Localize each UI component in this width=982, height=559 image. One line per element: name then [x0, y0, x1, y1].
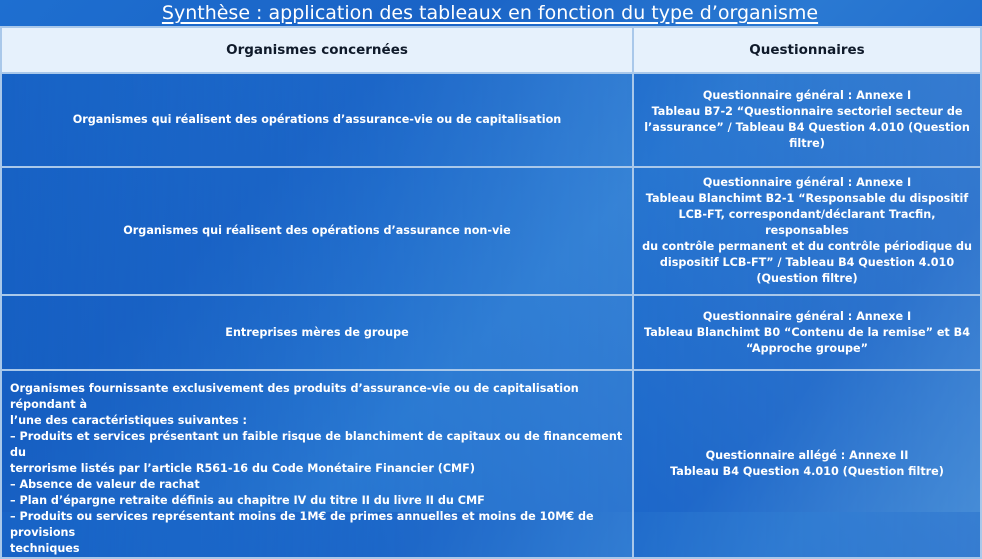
questionnaire-line: Tableau Blanchimt B2-1 “Responsable du dispositif — [645, 192, 969, 205]
questionnaire-line: Tableau B7-2 “Questionnaire sectoriel secteur de — [651, 105, 963, 118]
table-row — [1, 295, 981, 370]
page-title: Synthèse : application des tableaux en fonction du type d’organisme — [161, 2, 819, 24]
questionnaire-cell — [633, 370, 981, 558]
organisme-cell — [1, 295, 633, 370]
organisme-line: techniques — [10, 542, 80, 555]
organisme-line: – Produits et services présentant un faible risque de blanchiment de capitaux ou de financement du — [10, 430, 623, 459]
organisme-text: Entreprises mères de groupe — [225, 325, 409, 339]
questionnaire-line: Tableau B4 Question 4.010 (Question filtre) — [670, 465, 944, 478]
organisme-line: Organismes fournissante exclusivement des produits d’assurance-vie ou de capitalisation répondant à — [10, 382, 579, 411]
questionnaire-line: l’assurance” / Tableau B4 Question 4.010 (Question — [644, 121, 970, 134]
organisme-cell — [1, 370, 633, 558]
questionnaire-line: dispositif LCB-FT” / Tableau B4 Question 4.010 — [659, 256, 955, 269]
questionnaire-line: Questionnaire général : Annexe I — [702, 176, 912, 189]
organisme-line: terrorisme listés par l’article R561-16 du Code Monétaire Financier (CMF) — [10, 462, 475, 475]
organisme-line: – Absence de valeur de rachat — [10, 478, 200, 491]
table-row — [1, 73, 981, 167]
questionnaire-cell — [633, 73, 981, 167]
organisme-cell — [1, 167, 633, 295]
table-row — [1, 370, 981, 558]
summary-table — [0, 26, 982, 559]
questionnaire-line: du contrôle permanent et du contrôle périodique du — [642, 240, 972, 253]
questionnaire-line: Questionnaire allégé : Annexe II — [705, 449, 909, 462]
table-header-row — [1, 27, 981, 73]
questionnaire-line: Questionnaire général : Annexe I — [702, 89, 912, 102]
organisme-line: – Produits ou services représentant moins de 1M€ de primes annuelles et moins de 10M€ de provisions — [10, 510, 594, 539]
questionnaire-line: Questionnaire général : Annexe I — [702, 309, 912, 323]
organisme-text: Organismes qui réalisent des opérations d’assurance-vie ou de capitalisation — [72, 113, 562, 126]
header-organismes: Organismes concernées — [1, 27, 633, 73]
organisme-cell — [1, 73, 633, 167]
organisme-line: – Plan d’épargne retraite définis au chapitre IV du titre II du livre II du CMF — [10, 494, 485, 507]
questionnaire-line: LCB-FT, correspondant/déclarant Tracfin, responsables — [678, 208, 936, 237]
questionnaire-line: “Approche groupe” — [746, 341, 868, 355]
questionnaire-line: filtre) — [789, 137, 825, 150]
table-row — [1, 167, 981, 295]
organisme-line: l’une des caractéristiques suivantes : — [10, 414, 247, 427]
questionnaire-line: Tableau Blanchimt B0 “Contenu de la remise” et B4 — [644, 325, 970, 339]
header-questionnaires: Questionnaires — [633, 27, 981, 73]
questionnaire-cell — [633, 167, 981, 295]
organisme-text: Organismes qui réalisent des opérations d’assurance non-vie — [123, 224, 511, 237]
questionnaire-cell — [633, 295, 981, 370]
questionnaire-line: (Question filtre) — [756, 272, 858, 285]
